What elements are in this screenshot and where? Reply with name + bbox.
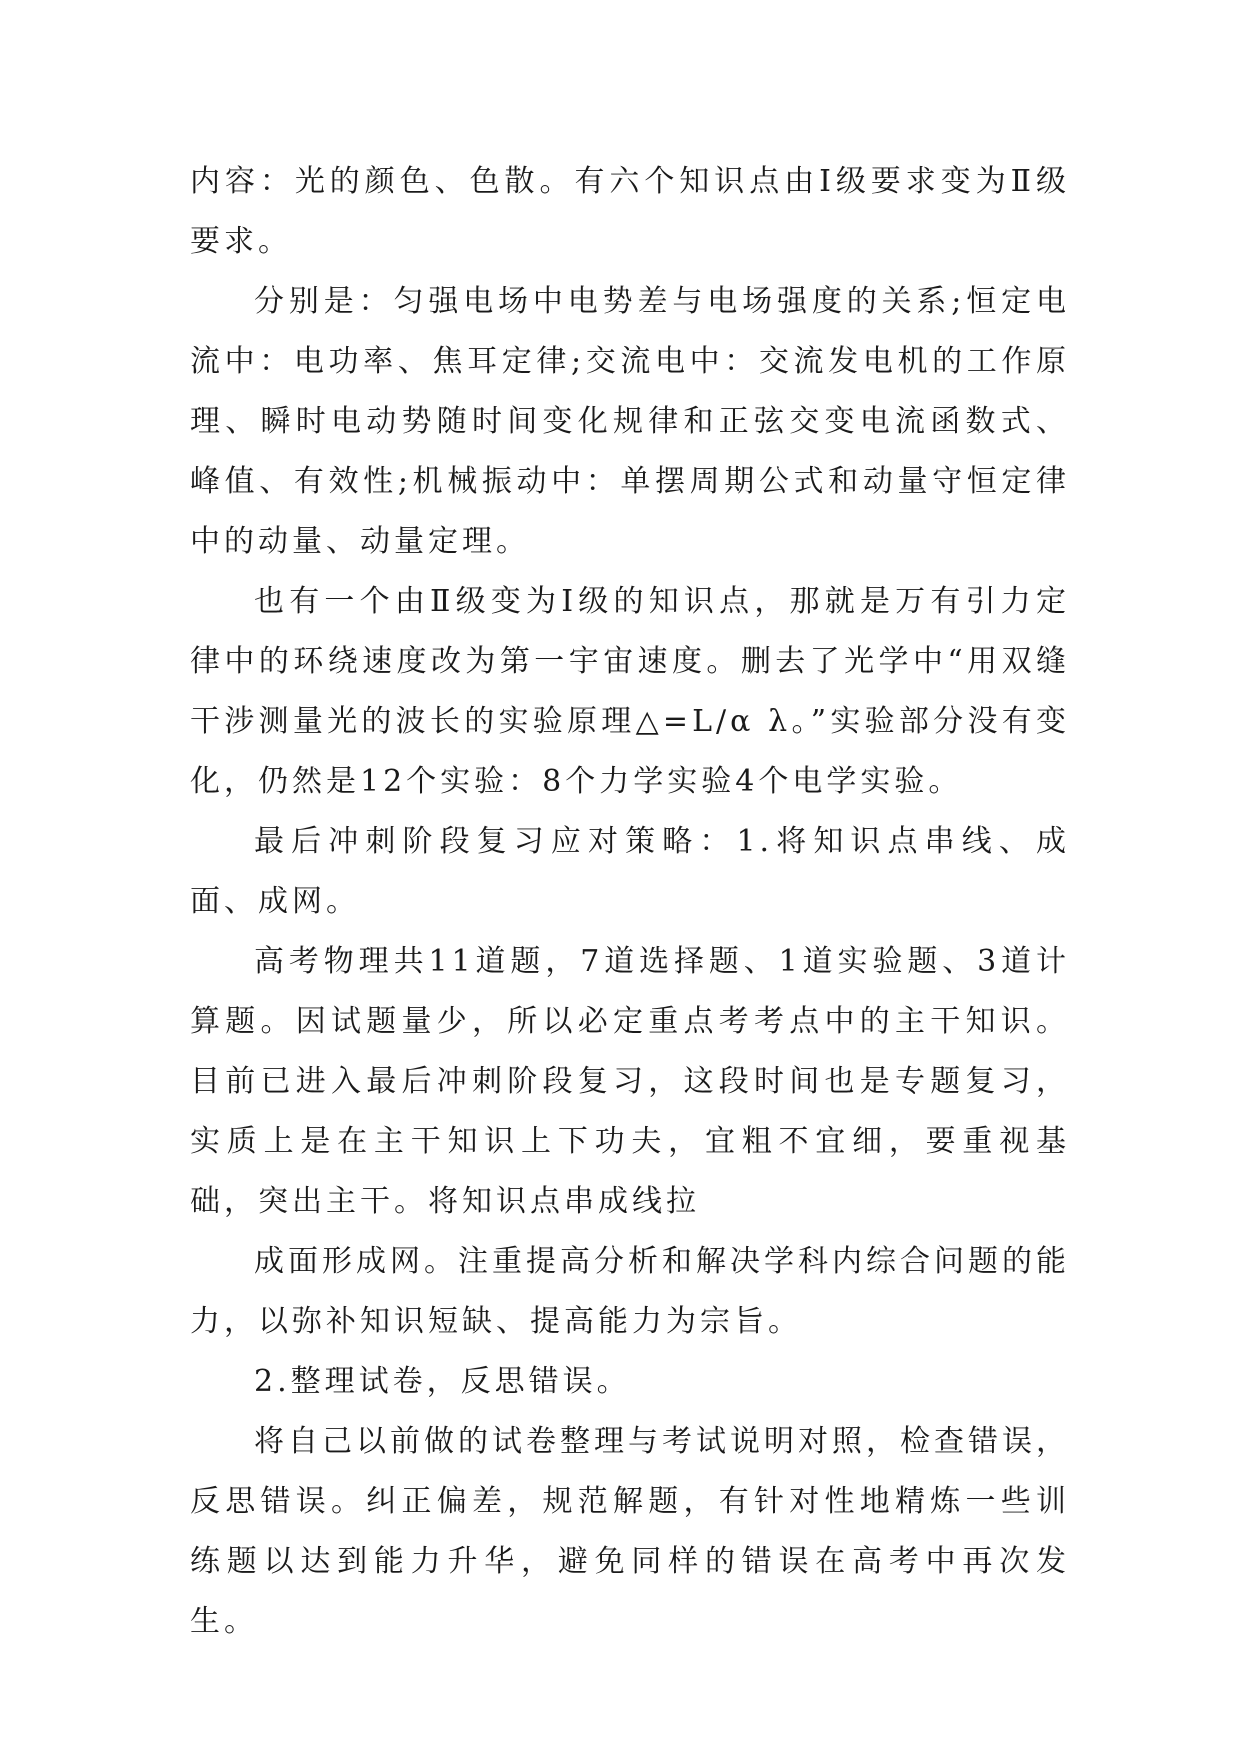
paragraph-2: 分别是：匀强电场中电势差与电场强度的关系;恒定电流中：电功率、焦耳定律;交流电中：交流发电机的工作原理、瞬时电动势随时间变化规律和正弦交变电流函数式、峰值、有效性;机械振动中：单摆周期公式和动量守恒定律中的动量、动量定理。 xyxy=(190,284,1070,559)
paragraph-7: 2.整理试卷，反思错误。 xyxy=(254,1364,631,1399)
paragraph-3: 也有一个由Ⅱ级变为Ⅰ级的知识点，那就是万有引力定律中的环绕速度改为第一宇宙速度。删去了光学中“用双缝干涉测量光的波长的实验原理△=L/α λ。”实验部分没有变化，仍然是12个实验：8个力学实验4个电学实验。 xyxy=(190,584,1070,799)
paragraph-1: 内容：光的颜色、色散。有六个知识点由Ⅰ级要求变为Ⅱ级要求。 xyxy=(190,164,1070,259)
paragraph-5: 高考物理共11道题，7道选择题、1道实验题、3道计算题。因试题量少，所以必定重点考考点中的主干知识。目前已进入最后冲刺阶段复习，这段时间也是专题复习，实质上是在主干知识上下功夫，宜粗不宜细，要重视基础，突出主干。将知识点串成线拉 xyxy=(190,944,1070,1219)
paragraph-8: 将自己以前做的试卷整理与考试说明对照，检查错误，反思错误。纠正偏差，规范解题，有针对性地精炼一些训练题以达到能力升华，避免同样的错误在高考中再次发生。 xyxy=(190,1424,1070,1639)
document-body xyxy=(190,152,1070,1652)
paragraph-6: 成面形成网。注重提高分析和解决学科内综合问题的能力，以弥补知识短缺、提高能力为宗旨。 xyxy=(190,1244,1070,1339)
paragraph-4: 最后冲刺阶段复习应对策略：1.将知识点串线、成面、成网。 xyxy=(190,824,1070,919)
